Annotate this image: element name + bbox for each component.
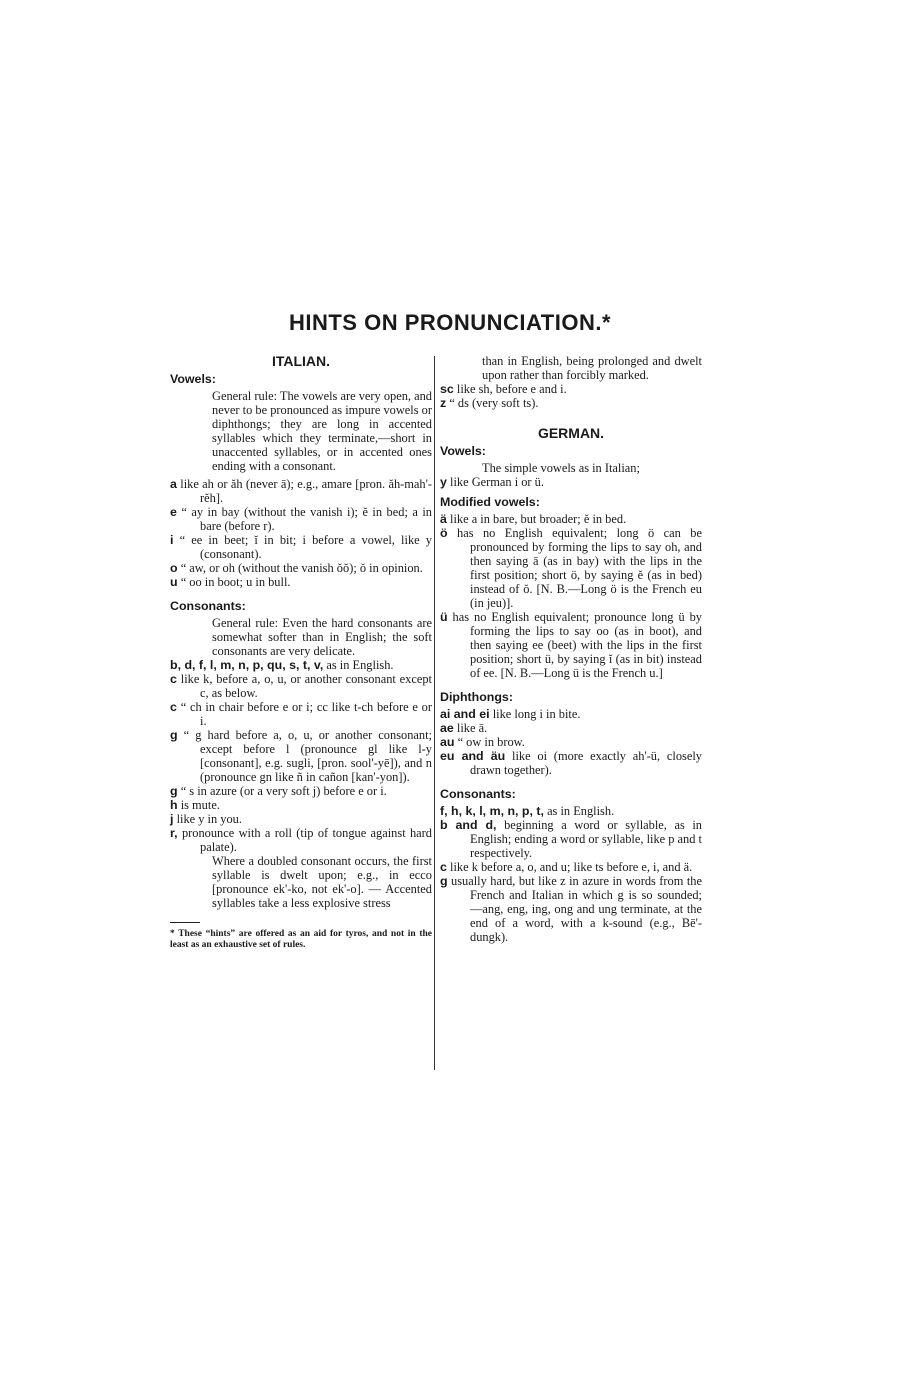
german-modified-entry: ä like a in bare, but broader; ĕ in bed. [440, 512, 627, 526]
italian-consonant-entry: r, pronounce with a roll (tip of tongue against hard palate). [170, 826, 432, 854]
footnote: * These “hints” are offered as an aid for tyros, and not in the least as an exhaustive set of rules. [170, 929, 432, 950]
german-column [440, 354, 702, 944]
italian-vowel-entry: o “ aw, or oh (without the vanish ŏŏ); ŏ in opinion. [170, 561, 423, 575]
italian-vowel-entry: e “ ay in bay (without the vanish i); ĕ in bed; a in bare (before r). [170, 505, 432, 533]
doubled-consonant-note: Where a doubled consonant occurs, the first syllable is dwelt upon; e.g., in ecco [pronounce ek'-ko, not ek'-o]. — Accented syllables take a less explosive stress [212, 854, 432, 910]
italian-consonant-entry: c “ ch in chair before e or i; cc like t-ch before e or i. [170, 700, 432, 728]
german-consonants-label: Consonants: [440, 787, 516, 801]
italian-continuation: than in English, being prolonged and dwelt upon rather than forcibly marked. [482, 354, 702, 382]
german-diphthong-entry: ae like ā. [440, 721, 488, 735]
german-diphthongs-label: Diphthongs: [440, 690, 513, 704]
italian-consonant-entry: h is mute. [170, 798, 220, 812]
italian-z-entry: z “ ds (very soft ts). [440, 396, 539, 410]
german-vowels-label: Vowels: [440, 444, 486, 458]
italian-vowel-entry: i “ ee in beet; ĭ in bit; i before a vowel, like y (consonant). [170, 533, 432, 561]
italian-vowels-rule: General rule: The vowels are very open, and never to be pronounced as impure vowels or diphthongs; they are long in accented syllables which they terminate,—short in unaccented syllables, or in accented ones ending with a consonant. [212, 389, 432, 473]
italian-sc-entry: sc like sh, before e and i. [440, 382, 567, 396]
german-diphthong-entry: eu and äu like oi (more exactly ah'-ü, closely drawn together). [440, 749, 702, 777]
italian-vowels-label: Vowels: [170, 372, 216, 386]
italian-consonants-rule: General rule: Even the hard consonants are somewhat softer than in English; the soft consonants are very delicate. [212, 616, 432, 658]
german-diphthong-entry: ai and ei like long i in bite. [440, 707, 581, 721]
italian-consonant-entry: c like k, before a, o, u, or another consonant except c, as below. [170, 672, 432, 700]
german-y-entry: y like German i or ü. [440, 475, 544, 489]
italian-heading: ITALIAN. [271, 353, 331, 369]
italian-consonant-entry: j like y in you. [170, 812, 242, 826]
italian-consonant-entry: g “ g hard before a, o, u, or another consonant; except before l (pronounce gl like l-y [consonant], e.g. sugli, [pron. sool'-yē]), and n (pronounce gn like ñ in cañon [kan'-yon]). [170, 728, 432, 784]
german-diphthong-entry: au “ ow in brow. [440, 735, 525, 749]
italian-column [170, 354, 432, 951]
footnote-rule [170, 922, 200, 923]
german-consonant-entry: g usually hard, but like z in azure in words from the French and Italian in which g is so sounded; —ang, eng, ing, ong and ung terminate, at the end of a word, with a k-sound (e.g., Bē'-dungk). [440, 874, 702, 944]
german-vowels-text: The simple vowels as in Italian; [482, 461, 640, 475]
italian-consonants-label: Consonants: [170, 599, 246, 613]
german-consonant-entry: b and d, beginning a word or syllable, as in English; ending a word or syllable, like p and t respectively. [440, 818, 702, 860]
italian-consonant-entry: b, d, f, l, m, n, p, qu, s, t, v, as in English. [170, 658, 394, 672]
italian-vowel-entry: u “ oo in boot; u in bull. [170, 575, 291, 589]
italian-vowel-entry: a like ah or ăh (never ā); e.g., amare [pron. ăh-mah'-rĕh]. [170, 477, 432, 505]
german-consonant-entry: c like k before a, o, and u; like ts before e, i, and ä. [440, 860, 693, 874]
italian-consonant-entry: g “ s in azure (or a very soft j) before e or i. [170, 784, 387, 798]
german-modified-label: Modified vowels: [440, 495, 540, 509]
column-divider [434, 356, 435, 1070]
german-modified-entry: ö has no English equivalent; long ö can be pronounced by forming the lips to say oh, and then saying ā (as in bay) with the lips in the first position; short ö, by saying ĕ (as in bed) instead of ŏ. [N. B.—Long ö is the French eu (in jeu)]. [440, 526, 702, 610]
german-heading: GERMAN. [537, 425, 605, 441]
german-modified-entry: ü has no English equivalent; pronounce long ü by forming the lips to say oo (as in boot), and then saying ee (beet) with the lips in the first position; short ü, by saying ĭ (as in bit) instead of ee. [N. B.—Long ü is the French u.] [440, 610, 702, 680]
page-title: HINTS ON PRONUNCIATION.* [288, 310, 612, 335]
german-consonant-entry: f, h, k, l, m, n, p, t, as in English. [440, 804, 615, 818]
